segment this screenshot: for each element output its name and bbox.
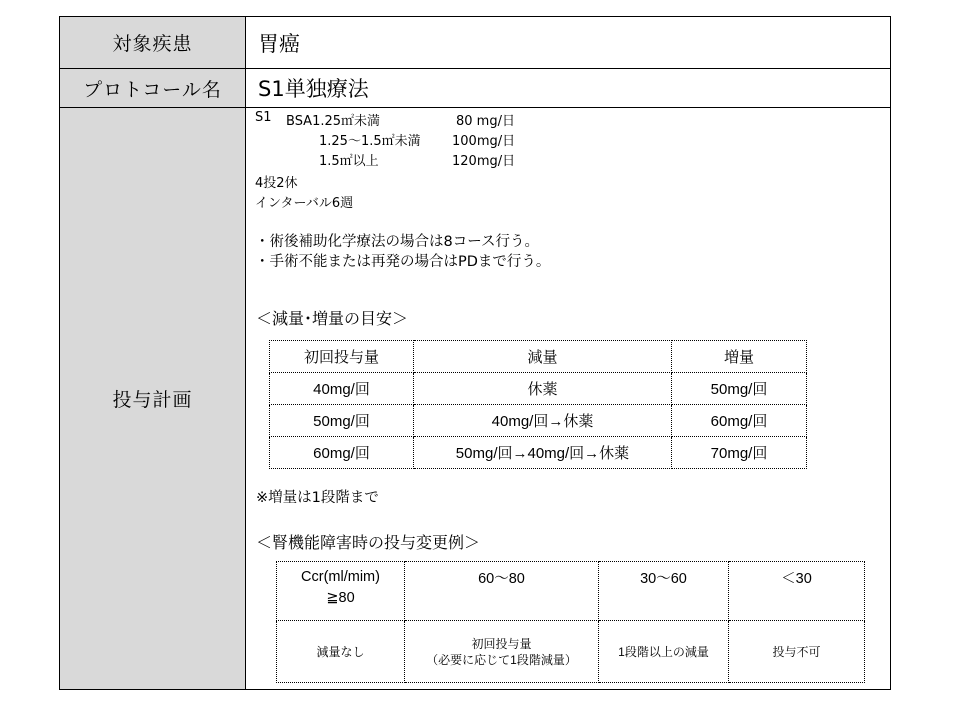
- renal-reduce: 1段階以上の減量: [599, 621, 729, 683]
- cell-reduce: 50mg/回→40mg/回→休薬: [414, 437, 672, 469]
- cell-initial: 40mg/回: [270, 373, 414, 405]
- protocol-label: プロトコール名: [60, 69, 246, 107]
- ccr-range-4: ＜30: [729, 562, 865, 621]
- renal-heading: ＜腎機能障害時の投与変更例＞: [256, 533, 481, 552]
- ccr-range-1: ≧80: [326, 590, 355, 606]
- interval: インターバル6週: [255, 196, 354, 211]
- bsa-range-2: 1.25～1.5㎡未満: [319, 134, 421, 149]
- note-unresectable: ・手術不能または再発の場合はPDまで行う。: [255, 254, 551, 270]
- ccr-range-2: 60～80: [405, 562, 599, 621]
- cell-increase: 50mg/回: [672, 373, 807, 405]
- header-ccr: [277, 562, 405, 621]
- header-increase: 増量: [672, 341, 807, 373]
- renal-none: 減量なし: [277, 621, 405, 683]
- table-header-row: [277, 562, 865, 621]
- table-row: [277, 621, 865, 683]
- table-header-row: [270, 341, 807, 373]
- schedule: 4投2休: [255, 176, 298, 191]
- bsa-range-1: BSA1.25㎡未満: [286, 114, 381, 129]
- disease-value: 胃癌: [258, 31, 300, 56]
- bsa-range-3: 1.5㎡以上: [319, 154, 379, 169]
- cell-initial: 50mg/回: [270, 405, 414, 437]
- plan-label: 投与計画: [60, 108, 246, 689]
- drug-name: S1: [255, 110, 272, 125]
- renal-initial-line1: 初回投与量: [471, 636, 532, 651]
- cell-increase: 70mg/回: [672, 437, 807, 469]
- table-row: [270, 405, 807, 437]
- cell-initial: 60mg/回: [270, 437, 414, 469]
- renal-table: [276, 561, 865, 683]
- disease-label: 対象疾患: [60, 17, 246, 68]
- dose-2: 100mg/日: [452, 134, 516, 149]
- header-reduce: 減量: [414, 341, 672, 373]
- renal-contraindicated: 投与不可: [729, 621, 865, 683]
- note-adjuvant: ・術後補助化学療法の場合は8コース行う。: [255, 234, 539, 250]
- cell-reduce: 40mg/回→休薬: [414, 405, 672, 437]
- protocol-value: S1単独療法: [258, 77, 369, 101]
- cell-increase: 60mg/回: [672, 405, 807, 437]
- renal-initial: [405, 621, 599, 683]
- renal-initial-line2: （必要に応じて1段階減量）: [426, 652, 577, 667]
- header-initial-dose: 初回投与量: [270, 341, 414, 373]
- dosing-block: [255, 110, 890, 210]
- table-row: [270, 437, 807, 469]
- ccr-range-3: 30～60: [599, 562, 729, 621]
- table-row: [270, 373, 807, 405]
- dose-adjust-table: [269, 340, 807, 469]
- dose-1: 80 mg/日: [456, 114, 515, 129]
- dose-3: 120mg/日: [452, 154, 516, 169]
- cell-reduce: 休薬: [414, 373, 672, 405]
- dose-adjust-heading: ＜減量･増量の目安＞: [256, 309, 409, 328]
- ccr-label: Ccr(ml/mim): [301, 569, 380, 585]
- dose-adjust-footnote: ※増量は1段階まで: [256, 490, 379, 506]
- protocol-sheet: [59, 16, 891, 690]
